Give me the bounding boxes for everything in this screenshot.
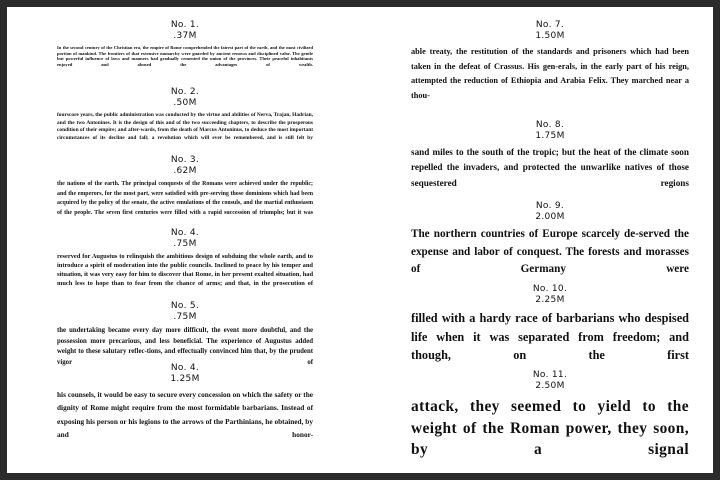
sample-heading: [57, 301, 313, 323]
type-sample-9: [411, 201, 689, 279]
sample-heading: [411, 370, 689, 392]
sample-heading: [411, 20, 689, 42]
sample-heading: [57, 155, 313, 177]
sample-heading: [57, 87, 313, 109]
sample-text: attack, they seemed to yield to the weight of the Roman power, they soon, by a signal: [411, 398, 689, 458]
sample-heading: [57, 363, 313, 385]
sample-size: 2.00M: [535, 212, 565, 222]
type-sample-4: [57, 228, 313, 289]
type-sample-2: [57, 87, 313, 142]
sample-number: No. 9.: [535, 201, 565, 211]
sample-size: 1.25M: [170, 374, 200, 384]
sample-text: the nations of the earth. The principal conquests of the Romans were achieved under the republic; and the emperors, for the most part, were satisfied with pre-serving those dominions which had been acquired by the policy of the senate, the active emulations of the consuls, and the martial enthusiasm of the people. The seven first centuries were filled with a rapid succession of triumphs; but it was: [57, 181, 313, 216]
sample-heading: [411, 201, 689, 223]
sample-text: In the second century of the Christian era, the empire of Rome comprehended the fairest part of the earth, and the most civilized portion of mankind. The frontiers of that extensive monarchy were guarded by ancient renown and disciplined valor. The gentle but powerful influence of laws and manners had gradually cemented the union of the provinces. Their peaceful inhabitants enjoyed and abused the advantages of wealth.: [57, 45, 313, 67]
sample-number: No. 3.: [170, 155, 200, 165]
sample-number: No. 1.: [170, 20, 200, 30]
sample-text: The northern countries of Europe scarcely de-served the expense and labor of conquest. The forests and morasses of Germany were: [411, 228, 689, 275]
type-sample-1: [57, 20, 313, 67]
type-sample-5: [57, 301, 313, 368]
sample-number: No. 8.: [535, 120, 565, 130]
sample-size: .37M: [173, 31, 197, 41]
specimen-page: [7, 7, 713, 473]
sample-size: .75M: [173, 239, 197, 249]
sample-number: No. 2.: [170, 87, 200, 97]
sample-size: 1.50M: [535, 31, 565, 41]
type-sample-6: [57, 363, 313, 442]
sample-number: No. 5.: [170, 301, 200, 311]
sample-number: No. 4.: [170, 363, 200, 373]
sample-size: 2.25M: [535, 295, 565, 305]
sample-heading: [57, 228, 313, 250]
sample-text: filled with a hardy race of barbarians who despised life when it was separated from freedom; and though, on the first: [411, 311, 689, 362]
sample-number: No. 4.: [170, 228, 200, 238]
sample-size: 2.50M: [535, 381, 565, 391]
sample-number: No. 10.: [532, 284, 568, 294]
sample-size: .62M: [173, 166, 197, 176]
type-sample-11: [411, 370, 689, 461]
sample-size: .75M: [173, 312, 197, 322]
sample-heading: [411, 120, 689, 142]
sample-text: sand miles to the south of the tropic; but the heat of the climate soon repelled the invaders, and protected the unwarlike natives of those sequestered regions: [411, 147, 689, 188]
sample-heading: [57, 20, 313, 42]
sample-text: able treaty, the restitution of the standards and prisoners which had been taken in the defeat of Crassus. His gen-erals, in the early part of his reign, attempted the reduction of Ethiopia and Arabia Felix. They marched near a thou-: [411, 47, 689, 100]
type-sample-10: [411, 284, 689, 365]
sample-text: fourscore years, the public administration was conducted by the virtue and abilities of Nerva, Trajan, Hadrian, and the two Antonines. It is the design of this and of the two succeeding chapters, to describe the prosperous condition of their empire; and after-wards, from the death of Marcus Antoninus, to deduce the most important circumstances of its decline and fall; a revolution which will ever be remembered, and is still felt by: [57, 112, 313, 141]
type-sample-3: [57, 155, 313, 218]
sample-heading: [411, 284, 689, 306]
sample-number: No. 11.: [532, 370, 568, 380]
sample-number: No. 7.: [535, 20, 565, 30]
sample-text: his counsels, it would be easy to secure every concession on which the safety or the dignity of Rome might require from the most formidable barbarians. Instead of exposing his person or his legions to the arrows of the Parthinians, he obtained, by and honor-: [57, 390, 313, 440]
type-sample-7: [411, 20, 689, 103]
sample-text: reserved for Augustus to relinquish the ambitious design of subduing the whole earth, and to introduce a spirit of moderation into the public councils. Inclined to peace by his temper and situation, it was very easy for him to discover that Rome, in her present exalted situation, had much less to hope than to fear from the chance of arms; and that, in the prosecution of: [57, 253, 313, 287]
sample-size: .50M: [173, 98, 197, 108]
type-sample-8: [411, 120, 689, 191]
sample-size: 1.75M: [535, 131, 565, 141]
sample-text: the undertaking became every day more difficult, the event more doubtful, and the possession more precarious, and less beneficial. The experience of Augustus added weight to these salutary reflec-tions, and effectually convinced him that, by the prudent vigor of: [57, 327, 313, 366]
